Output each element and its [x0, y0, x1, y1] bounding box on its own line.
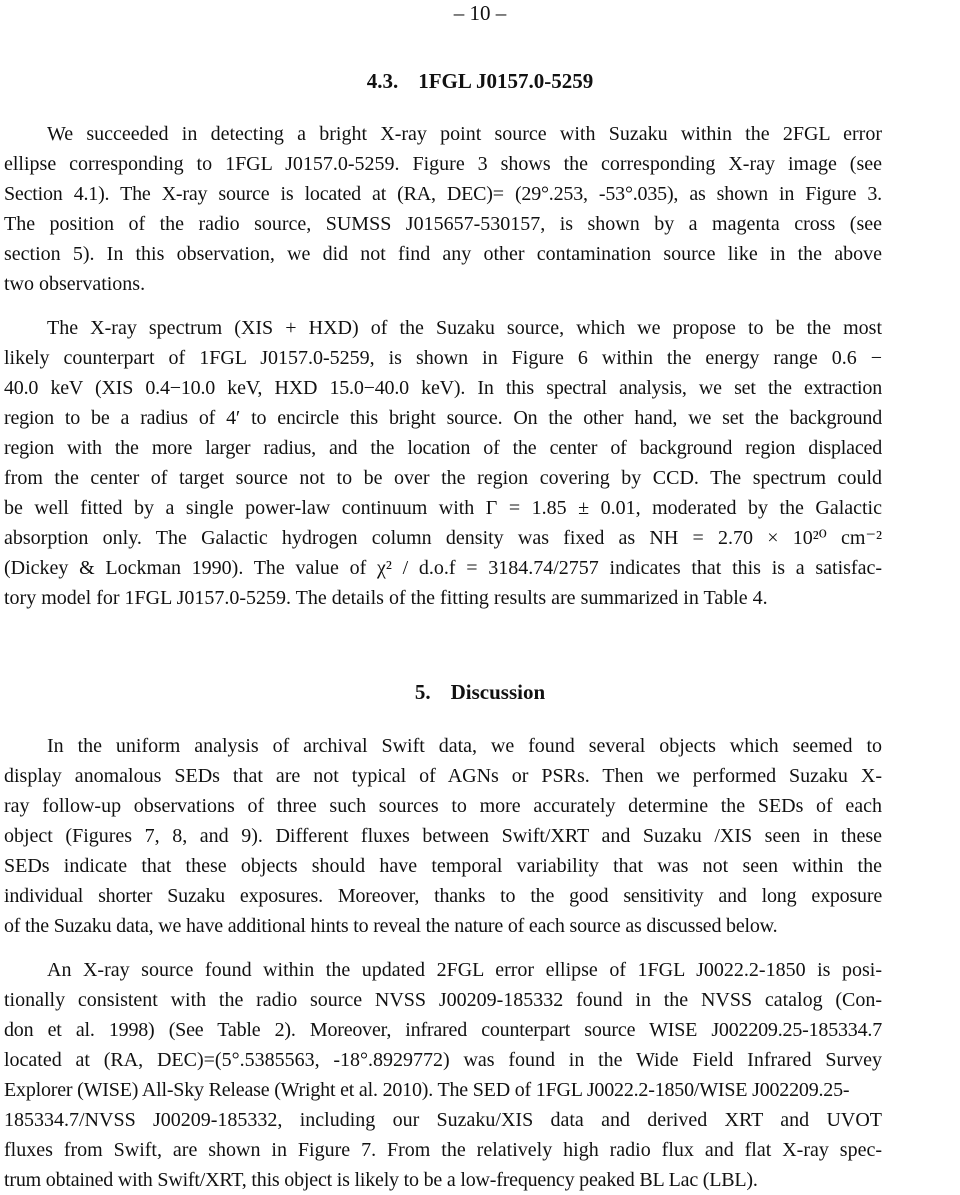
- text-line: In the uniform analysis of archival Swift data, we found several objects which seemed to: [47, 735, 882, 757]
- text-line: An X-ray source found within the updated 2FGL error ellipse of 1FGL J0022.2-1850 is posi-: [47, 959, 882, 981]
- section-4-3-paragraph-1: [4, 119, 882, 299]
- text-line: section 5). In this observation, we did not find any other contamination source like in the above: [4, 243, 882, 265]
- section-5-paragraph-2: [4, 955, 882, 1195]
- text-line: The X-ray spectrum (XIS + HXD) of the Suzaku source, which we propose to be the most: [47, 317, 882, 339]
- text-line: ellipse corresponding to 1FGL J0157.0-5259. Figure 3 shows the corresponding X-ray image (see: [4, 153, 882, 175]
- section-title: 1FGL J0157.0-5259: [418, 69, 594, 93]
- section-number: 4.3.: [366, 69, 399, 93]
- text-line: region to be a radius of 4′ to encircle this bright source. On the other hand, we set the background: [4, 407, 882, 429]
- text-line: trum obtained with Swift/XRT, this object is likely to be a low-frequency peaked BL Lac (LBL).: [4, 1169, 758, 1191]
- section-4-3-heading: [0, 68, 960, 94]
- text-line: of the Suzaku data, we have additional hints to reveal the nature of each source as discussed below.: [4, 915, 778, 937]
- text-line: 40.0 keV (XIS 0.4−10.0 keV, HXD 15.0−40.0 keV). In this spectral analysis, we set the extraction: [4, 377, 882, 399]
- text-line: ray follow-up observations of three such sources to more accurately determine the SEDs of each: [4, 795, 882, 817]
- page-number: – 10 –: [453, 1, 507, 25]
- section-5-heading: [0, 679, 960, 705]
- text-line: be well fitted by a single power-law continuum with Γ = 1.85 ± 0.01, moderated by the Galactic: [4, 497, 882, 519]
- text-line: tory model for 1FGL J0157.0-5259. The details of the fitting results are summarized in Table 4.: [4, 587, 768, 609]
- text-line: region with the more larger radius, and the location of the center of background region displaced: [4, 437, 882, 459]
- text-line: Explorer (WISE) All-Sky Release (Wright et al. 2010). The SED of 1FGL J0022.2-1850/WISE J002209.25-: [4, 1079, 850, 1101]
- text-line: from the center of target source not to be over the region covering by CCD. The spectrum could: [4, 467, 882, 489]
- text-line: SEDs indicate that these objects should have temporal variability that was not seen within the: [4, 855, 882, 877]
- text-line: Section 4.1). The X-ray source is located at (RA, DEC)= (29°.253, -53°.035), as shown in Figure 3.: [4, 183, 882, 205]
- text-line: tionally consistent with the radio source NVSS J00209-185332 found in the NVSS catalog (Con-: [4, 989, 882, 1011]
- section-title: Discussion: [450, 680, 546, 704]
- text-line: 185334.7/NVSS J00209-185332, including our Suzaku/XIS data and derived XRT and UVOT: [4, 1109, 882, 1131]
- text-line: The position of the radio source, SUMSS J015657-530157, is shown by a magenta cross (see: [4, 213, 882, 235]
- section-5-paragraph-1: [4, 731, 882, 941]
- text-line: don et al. 1998) (See Table 2). Moreover, infrared counterpart source WISE J002209.25-185334.7: [4, 1019, 882, 1041]
- section-4-3-paragraph-2: [4, 313, 882, 613]
- section-number: 5.: [414, 680, 431, 704]
- text-line: absorption only. The Galactic hydrogen column density was fixed as NH = 2.70 × 10²⁰ cm⁻²: [4, 527, 882, 549]
- text-line: two observations.: [4, 273, 146, 295]
- text-line: fluxes from Swift, are shown in Figure 7. From the relatively high radio flux and flat X-ray spec-: [4, 1139, 882, 1161]
- text-line: individual shorter Suzaku exposures. Moreover, thanks to the good sensitivity and long exposure: [4, 885, 882, 907]
- text-line: located at (RA, DEC)=(5°.5385563, -18°.8929772) was found in the Wide Field Infrared Survey: [4, 1049, 882, 1071]
- text-line: display anomalous SEDs that are not typical of AGNs or PSRs. Then we performed Suzaku X-: [4, 765, 882, 787]
- text-line: We succeeded in detecting a bright X-ray point source with Suzaku within the 2FGL error: [47, 123, 882, 145]
- text-line: likely counterpart of 1FGL J0157.0-5259, is shown in Figure 6 within the energy range 0.6 −: [4, 347, 882, 369]
- text-line: object (Figures 7, 8, and 9). Different fluxes between Swift/XRT and Suzaku /XIS seen in these: [4, 825, 882, 847]
- text-line: (Dickey & Lockman 1990). The value of χ² / d.o.f = 3184.74/2757 indicates that this is a satisfac-: [4, 557, 882, 579]
